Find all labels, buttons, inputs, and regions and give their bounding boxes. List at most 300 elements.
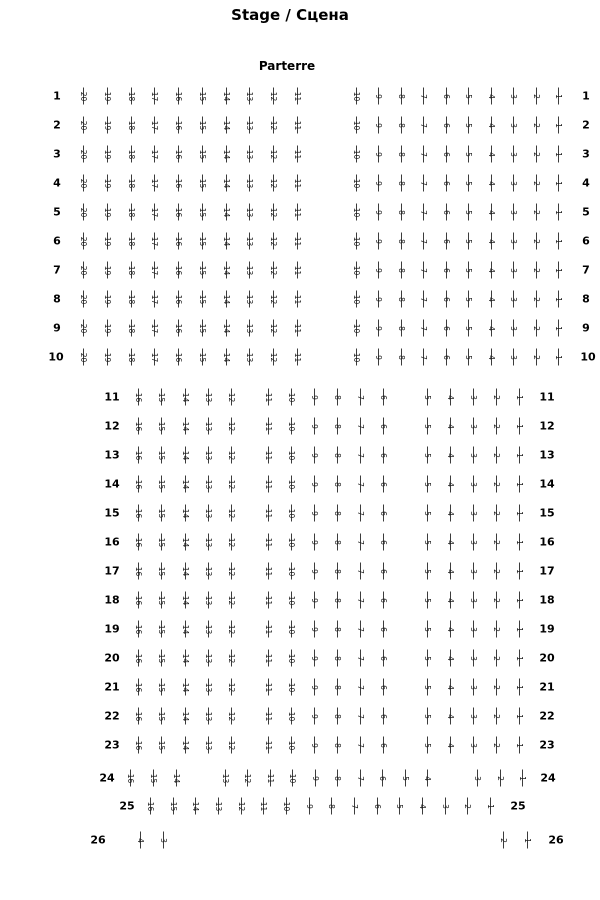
seat[interactable]	[353, 563, 367, 580]
seat[interactable]	[461, 291, 475, 308]
seat[interactable]	[394, 146, 408, 163]
seat[interactable]	[520, 832, 534, 849]
seat[interactable]	[124, 262, 138, 279]
seat[interactable]	[376, 505, 390, 522]
seat[interactable]	[171, 175, 185, 192]
seat[interactable]	[470, 770, 484, 787]
seat[interactable]	[484, 88, 498, 105]
seat[interactable]	[188, 798, 202, 815]
seat[interactable]	[224, 563, 238, 580]
seat[interactable]	[376, 650, 390, 667]
seat[interactable]	[224, 708, 238, 725]
seat[interactable]	[201, 389, 215, 406]
seat[interactable]	[551, 262, 565, 279]
seat[interactable]	[376, 389, 390, 406]
seat[interactable]	[443, 708, 457, 725]
seat[interactable]	[147, 320, 161, 337]
seat[interactable]	[266, 117, 280, 134]
seat[interactable]	[290, 175, 304, 192]
seat[interactable]	[443, 389, 457, 406]
seat[interactable]	[308, 770, 322, 787]
seat[interactable]	[307, 505, 321, 522]
seat[interactable]	[551, 233, 565, 250]
seat[interactable]	[349, 146, 363, 163]
seat[interactable]	[506, 291, 520, 308]
seat[interactable]	[420, 650, 434, 667]
seat[interactable]	[330, 737, 344, 754]
seat[interactable]	[211, 798, 225, 815]
seat[interactable]	[330, 679, 344, 696]
seat[interactable]	[147, 262, 161, 279]
seat[interactable]	[266, 233, 280, 250]
seat[interactable]	[100, 233, 114, 250]
seat[interactable]	[416, 175, 430, 192]
seat[interactable]	[154, 592, 168, 609]
seat[interactable]	[307, 737, 321, 754]
seat[interactable]	[154, 679, 168, 696]
seat[interactable]	[261, 447, 275, 464]
seat[interactable]	[307, 592, 321, 609]
seat[interactable]	[443, 737, 457, 754]
seat[interactable]	[506, 88, 520, 105]
seat[interactable]	[201, 592, 215, 609]
seat[interactable]	[466, 476, 480, 493]
seat[interactable]	[195, 291, 209, 308]
seat[interactable]	[353, 505, 367, 522]
seat[interactable]	[154, 389, 168, 406]
seat[interactable]	[415, 798, 429, 815]
seat[interactable]	[290, 117, 304, 134]
seat[interactable]	[529, 291, 543, 308]
seat[interactable]	[489, 621, 503, 638]
seat[interactable]	[266, 204, 280, 221]
seat[interactable]	[242, 117, 256, 134]
seat[interactable]	[512, 592, 526, 609]
seat[interactable]	[178, 505, 192, 522]
seat[interactable]	[515, 770, 529, 787]
seat[interactable]	[371, 146, 385, 163]
seat[interactable]	[266, 291, 280, 308]
seat[interactable]	[484, 175, 498, 192]
seat[interactable]	[123, 770, 137, 787]
seat[interactable]	[201, 737, 215, 754]
seat[interactable]	[506, 146, 520, 163]
seat[interactable]	[76, 349, 90, 366]
seat[interactable]	[147, 117, 161, 134]
seat[interactable]	[147, 233, 161, 250]
seat[interactable]	[439, 320, 453, 337]
seat[interactable]	[376, 708, 390, 725]
seat[interactable]	[443, 592, 457, 609]
seat[interactable]	[290, 320, 304, 337]
seat[interactable]	[147, 291, 161, 308]
seat[interactable]	[349, 175, 363, 192]
seat[interactable]	[171, 349, 185, 366]
seat[interactable]	[489, 534, 503, 551]
seat[interactable]	[124, 88, 138, 105]
seat[interactable]	[484, 291, 498, 308]
seat[interactable]	[171, 233, 185, 250]
seat[interactable]	[353, 737, 367, 754]
seat[interactable]	[284, 505, 298, 522]
seat[interactable]	[100, 117, 114, 134]
seat[interactable]	[349, 88, 363, 105]
seat[interactable]	[443, 563, 457, 580]
seat[interactable]	[353, 592, 367, 609]
seat[interactable]	[353, 621, 367, 638]
seat[interactable]	[529, 262, 543, 279]
seat[interactable]	[420, 708, 434, 725]
seat[interactable]	[394, 204, 408, 221]
seat[interactable]	[496, 832, 510, 849]
seat[interactable]	[371, 349, 385, 366]
seat[interactable]	[261, 389, 275, 406]
seat[interactable]	[131, 476, 145, 493]
seat[interactable]	[178, 650, 192, 667]
seat[interactable]	[290, 88, 304, 105]
seat[interactable]	[219, 146, 233, 163]
seat[interactable]	[376, 737, 390, 754]
seat[interactable]	[195, 233, 209, 250]
seat[interactable]	[420, 505, 434, 522]
seat[interactable]	[330, 708, 344, 725]
seat[interactable]	[242, 320, 256, 337]
seat[interactable]	[178, 621, 192, 638]
seat[interactable]	[261, 534, 275, 551]
seat[interactable]	[261, 650, 275, 667]
seat[interactable]	[484, 146, 498, 163]
seat[interactable]	[131, 505, 145, 522]
seat[interactable]	[76, 88, 90, 105]
seat[interactable]	[466, 534, 480, 551]
seat[interactable]	[512, 505, 526, 522]
seat[interactable]	[376, 447, 390, 464]
seat[interactable]	[290, 262, 304, 279]
seat[interactable]	[330, 650, 344, 667]
seat[interactable]	[147, 175, 161, 192]
seat[interactable]	[154, 418, 168, 435]
seat[interactable]	[302, 798, 316, 815]
seat[interactable]	[76, 262, 90, 279]
seat[interactable]	[443, 679, 457, 696]
seat[interactable]	[420, 534, 434, 551]
seat[interactable]	[512, 708, 526, 725]
seat[interactable]	[349, 204, 363, 221]
seat[interactable]	[242, 146, 256, 163]
seat[interactable]	[284, 476, 298, 493]
seat[interactable]	[376, 534, 390, 551]
seat[interactable]	[261, 476, 275, 493]
seat[interactable]	[466, 505, 480, 522]
seat[interactable]	[261, 737, 275, 754]
seat[interactable]	[219, 204, 233, 221]
seat[interactable]	[443, 650, 457, 667]
seat[interactable]	[416, 233, 430, 250]
seat[interactable]	[439, 349, 453, 366]
seat[interactable]	[154, 505, 168, 522]
seat[interactable]	[279, 798, 293, 815]
seat[interactable]	[201, 563, 215, 580]
seat[interactable]	[489, 563, 503, 580]
seat[interactable]	[242, 262, 256, 279]
seat[interactable]	[76, 146, 90, 163]
seat[interactable]	[551, 204, 565, 221]
seat[interactable]	[551, 175, 565, 192]
seat[interactable]	[124, 117, 138, 134]
seat[interactable]	[349, 320, 363, 337]
seat[interactable]	[439, 146, 453, 163]
seat[interactable]	[443, 418, 457, 435]
seat[interactable]	[512, 418, 526, 435]
seat[interactable]	[484, 204, 498, 221]
seat[interactable]	[124, 204, 138, 221]
seat[interactable]	[376, 418, 390, 435]
seat[interactable]	[195, 262, 209, 279]
seat[interactable]	[439, 88, 453, 105]
seat[interactable]	[489, 476, 503, 493]
seat[interactable]	[330, 621, 344, 638]
seat[interactable]	[466, 737, 480, 754]
seat[interactable]	[529, 175, 543, 192]
seat[interactable]	[443, 447, 457, 464]
seat[interactable]	[261, 592, 275, 609]
seat[interactable]	[506, 320, 520, 337]
seat[interactable]	[307, 389, 321, 406]
seat[interactable]	[349, 233, 363, 250]
seat[interactable]	[394, 349, 408, 366]
seat[interactable]	[371, 88, 385, 105]
seat[interactable]	[466, 621, 480, 638]
seat[interactable]	[224, 650, 238, 667]
seat[interactable]	[284, 679, 298, 696]
seat[interactable]	[394, 175, 408, 192]
seat[interactable]	[394, 117, 408, 134]
seat[interactable]	[307, 650, 321, 667]
seat[interactable]	[439, 204, 453, 221]
seat[interactable]	[195, 349, 209, 366]
seat[interactable]	[224, 592, 238, 609]
seat[interactable]	[242, 88, 256, 105]
seat[interactable]	[131, 389, 145, 406]
seat[interactable]	[195, 204, 209, 221]
seat[interactable]	[171, 117, 185, 134]
seat[interactable]	[131, 621, 145, 638]
seat[interactable]	[371, 320, 385, 337]
seat[interactable]	[131, 679, 145, 696]
seat[interactable]	[154, 534, 168, 551]
seat[interactable]	[376, 476, 390, 493]
seat[interactable]	[466, 592, 480, 609]
seat[interactable]	[307, 447, 321, 464]
seat[interactable]	[416, 262, 430, 279]
seat[interactable]	[224, 505, 238, 522]
seat[interactable]	[131, 447, 145, 464]
seat[interactable]	[551, 146, 565, 163]
seat[interactable]	[171, 262, 185, 279]
seat[interactable]	[349, 349, 363, 366]
seat[interactable]	[512, 447, 526, 464]
seat[interactable]	[195, 320, 209, 337]
seat[interactable]	[224, 679, 238, 696]
seat[interactable]	[284, 563, 298, 580]
seat[interactable]	[156, 832, 170, 849]
seat[interactable]	[353, 389, 367, 406]
seat[interactable]	[242, 204, 256, 221]
seat[interactable]	[284, 592, 298, 609]
seat[interactable]	[461, 175, 475, 192]
seat[interactable]	[371, 204, 385, 221]
seat[interactable]	[420, 621, 434, 638]
seat[interactable]	[284, 737, 298, 754]
seat[interactable]	[178, 534, 192, 551]
seat[interactable]	[461, 146, 475, 163]
seat[interactable]	[266, 262, 280, 279]
seat[interactable]	[171, 146, 185, 163]
seat[interactable]	[330, 770, 344, 787]
seat[interactable]	[266, 146, 280, 163]
seat[interactable]	[489, 505, 503, 522]
seat[interactable]	[489, 592, 503, 609]
seat[interactable]	[154, 650, 168, 667]
seat[interactable]	[131, 708, 145, 725]
seat[interactable]	[461, 233, 475, 250]
seat[interactable]	[353, 447, 367, 464]
seat[interactable]	[284, 418, 298, 435]
seat[interactable]	[371, 117, 385, 134]
seat[interactable]	[195, 175, 209, 192]
seat[interactable]	[461, 349, 475, 366]
seat[interactable]	[461, 117, 475, 134]
seat[interactable]	[261, 708, 275, 725]
seat[interactable]	[219, 88, 233, 105]
seat[interactable]	[178, 592, 192, 609]
seat[interactable]	[529, 204, 543, 221]
seat[interactable]	[466, 389, 480, 406]
seat[interactable]	[506, 117, 520, 134]
seat[interactable]	[219, 117, 233, 134]
seat[interactable]	[353, 418, 367, 435]
seat[interactable]	[195, 88, 209, 105]
seat[interactable]	[371, 175, 385, 192]
seat[interactable]	[376, 621, 390, 638]
seat[interactable]	[443, 505, 457, 522]
seat[interactable]	[224, 476, 238, 493]
seat[interactable]	[178, 418, 192, 435]
seat[interactable]	[131, 534, 145, 551]
seat[interactable]	[439, 233, 453, 250]
seat[interactable]	[461, 320, 475, 337]
seat[interactable]	[349, 117, 363, 134]
seat[interactable]	[178, 563, 192, 580]
seat[interactable]	[219, 349, 233, 366]
seat[interactable]	[489, 737, 503, 754]
seat[interactable]	[263, 770, 277, 787]
seat[interactable]	[143, 798, 157, 815]
seat[interactable]	[147, 88, 161, 105]
seat[interactable]	[307, 476, 321, 493]
seat[interactable]	[261, 563, 275, 580]
seat[interactable]	[133, 832, 147, 849]
seat[interactable]	[493, 770, 507, 787]
seat[interactable]	[201, 476, 215, 493]
seat[interactable]	[201, 505, 215, 522]
seat[interactable]	[439, 175, 453, 192]
seat[interactable]	[219, 291, 233, 308]
seat[interactable]	[461, 204, 475, 221]
seat[interactable]	[76, 175, 90, 192]
seat[interactable]	[506, 204, 520, 221]
seat[interactable]	[420, 770, 434, 787]
seat[interactable]	[154, 737, 168, 754]
seat[interactable]	[551, 320, 565, 337]
seat[interactable]	[489, 650, 503, 667]
seat[interactable]	[394, 88, 408, 105]
seat[interactable]	[416, 291, 430, 308]
seat[interactable]	[124, 320, 138, 337]
seat[interactable]	[416, 146, 430, 163]
seat[interactable]	[461, 262, 475, 279]
seat[interactable]	[370, 798, 384, 815]
seat[interactable]	[529, 146, 543, 163]
seat[interactable]	[261, 505, 275, 522]
seat[interactable]	[484, 233, 498, 250]
seat[interactable]	[484, 320, 498, 337]
seat[interactable]	[398, 770, 412, 787]
seat[interactable]	[178, 708, 192, 725]
seat[interactable]	[169, 770, 183, 787]
seat[interactable]	[100, 320, 114, 337]
seat[interactable]	[224, 447, 238, 464]
seat[interactable]	[240, 770, 254, 787]
seat[interactable]	[461, 88, 475, 105]
seat[interactable]	[460, 798, 474, 815]
seat[interactable]	[218, 770, 232, 787]
seat[interactable]	[466, 679, 480, 696]
seat[interactable]	[219, 320, 233, 337]
seat[interactable]	[420, 418, 434, 435]
seat[interactable]	[512, 476, 526, 493]
seat[interactable]	[376, 679, 390, 696]
seat[interactable]	[330, 505, 344, 522]
seat[interactable]	[529, 117, 543, 134]
seat[interactable]	[219, 175, 233, 192]
seat[interactable]	[349, 262, 363, 279]
seat[interactable]	[201, 621, 215, 638]
seat[interactable]	[256, 798, 270, 815]
seat[interactable]	[330, 476, 344, 493]
seat[interactable]	[131, 650, 145, 667]
seat[interactable]	[234, 798, 248, 815]
seat[interactable]	[353, 476, 367, 493]
seat[interactable]	[512, 534, 526, 551]
seat[interactable]	[284, 389, 298, 406]
seat[interactable]	[420, 476, 434, 493]
seat[interactable]	[416, 204, 430, 221]
seat[interactable]	[290, 233, 304, 250]
seat[interactable]	[420, 389, 434, 406]
seat[interactable]	[551, 291, 565, 308]
seat[interactable]	[371, 291, 385, 308]
seat[interactable]	[154, 447, 168, 464]
seat[interactable]	[353, 770, 367, 787]
seat[interactable]	[178, 389, 192, 406]
seat[interactable]	[416, 88, 430, 105]
seat[interactable]	[506, 262, 520, 279]
seat[interactable]	[394, 233, 408, 250]
seat[interactable]	[466, 418, 480, 435]
seat[interactable]	[512, 563, 526, 580]
seat[interactable]	[466, 447, 480, 464]
